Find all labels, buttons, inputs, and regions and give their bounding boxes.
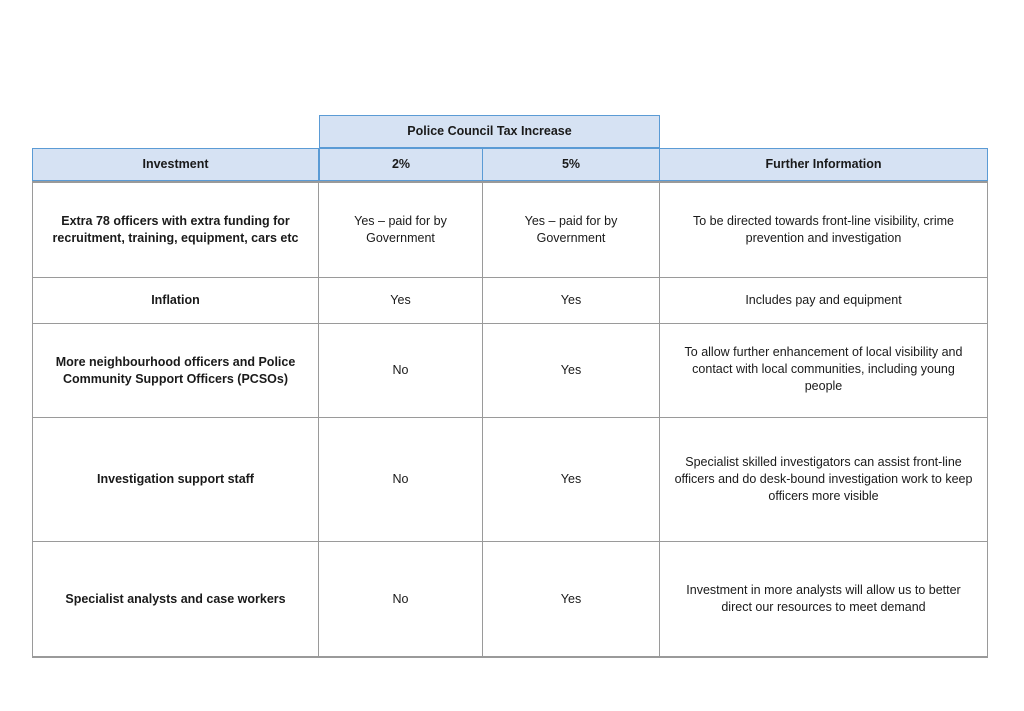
table-row-investment-cell: Extra 78 officers with extra funding for recruitment, training, equipment, cars etc — [32, 181, 319, 278]
table-row-5-percent-cell: Yes — [482, 417, 660, 542]
column-header-5-percent: 5% — [482, 148, 660, 181]
column-header-investment: Investment — [32, 148, 319, 181]
table-row-info-cell: Includes pay and equipment — [659, 277, 988, 324]
column-header-2-percent: 2% — [319, 148, 483, 181]
table-row-info-cell: To allow further enhancement of local visibility and contact with local communities, including young people — [659, 323, 988, 418]
table-row-investment-cell: More neighbourhood officers and Police Community Support Officers (PCSOs) — [32, 323, 319, 418]
table-row-investment-cell: Investigation support staff — [32, 417, 319, 542]
table-row-info-cell: To be directed towards front-line visibility, crime prevention and investigation — [659, 181, 988, 278]
table-row-investment-cell: Specialist analysts and case workers — [32, 541, 319, 658]
table-row-5-percent-cell: Yes – paid for by Government — [482, 181, 660, 278]
table-row-2-percent-cell: Yes — [318, 277, 483, 324]
table-row-info-cell: Investment in more analysts will allow us to better direct our resources to meet demand — [659, 541, 988, 658]
table-row-2-percent-cell: Yes – paid for by Government — [318, 181, 483, 278]
table-row-2-percent-cell: No — [318, 541, 483, 658]
table-row-2-percent-cell: No — [318, 417, 483, 542]
table-row-info-cell: Specialist skilled investigators can assist front-line officers and do desk-bound investigation work to keep officers more visible — [659, 417, 988, 542]
table-row-5-percent-cell: Yes — [482, 277, 660, 324]
table-row-5-percent-cell: Yes — [482, 323, 660, 418]
table-row-investment-cell: Inflation — [32, 277, 319, 324]
column-header-further-information: Further Information — [659, 148, 988, 181]
table-row-2-percent-cell: No — [318, 323, 483, 418]
group-header-police-council-tax-increase: Police Council Tax Increase — [319, 115, 660, 148]
table-row-5-percent-cell: Yes — [482, 541, 660, 658]
